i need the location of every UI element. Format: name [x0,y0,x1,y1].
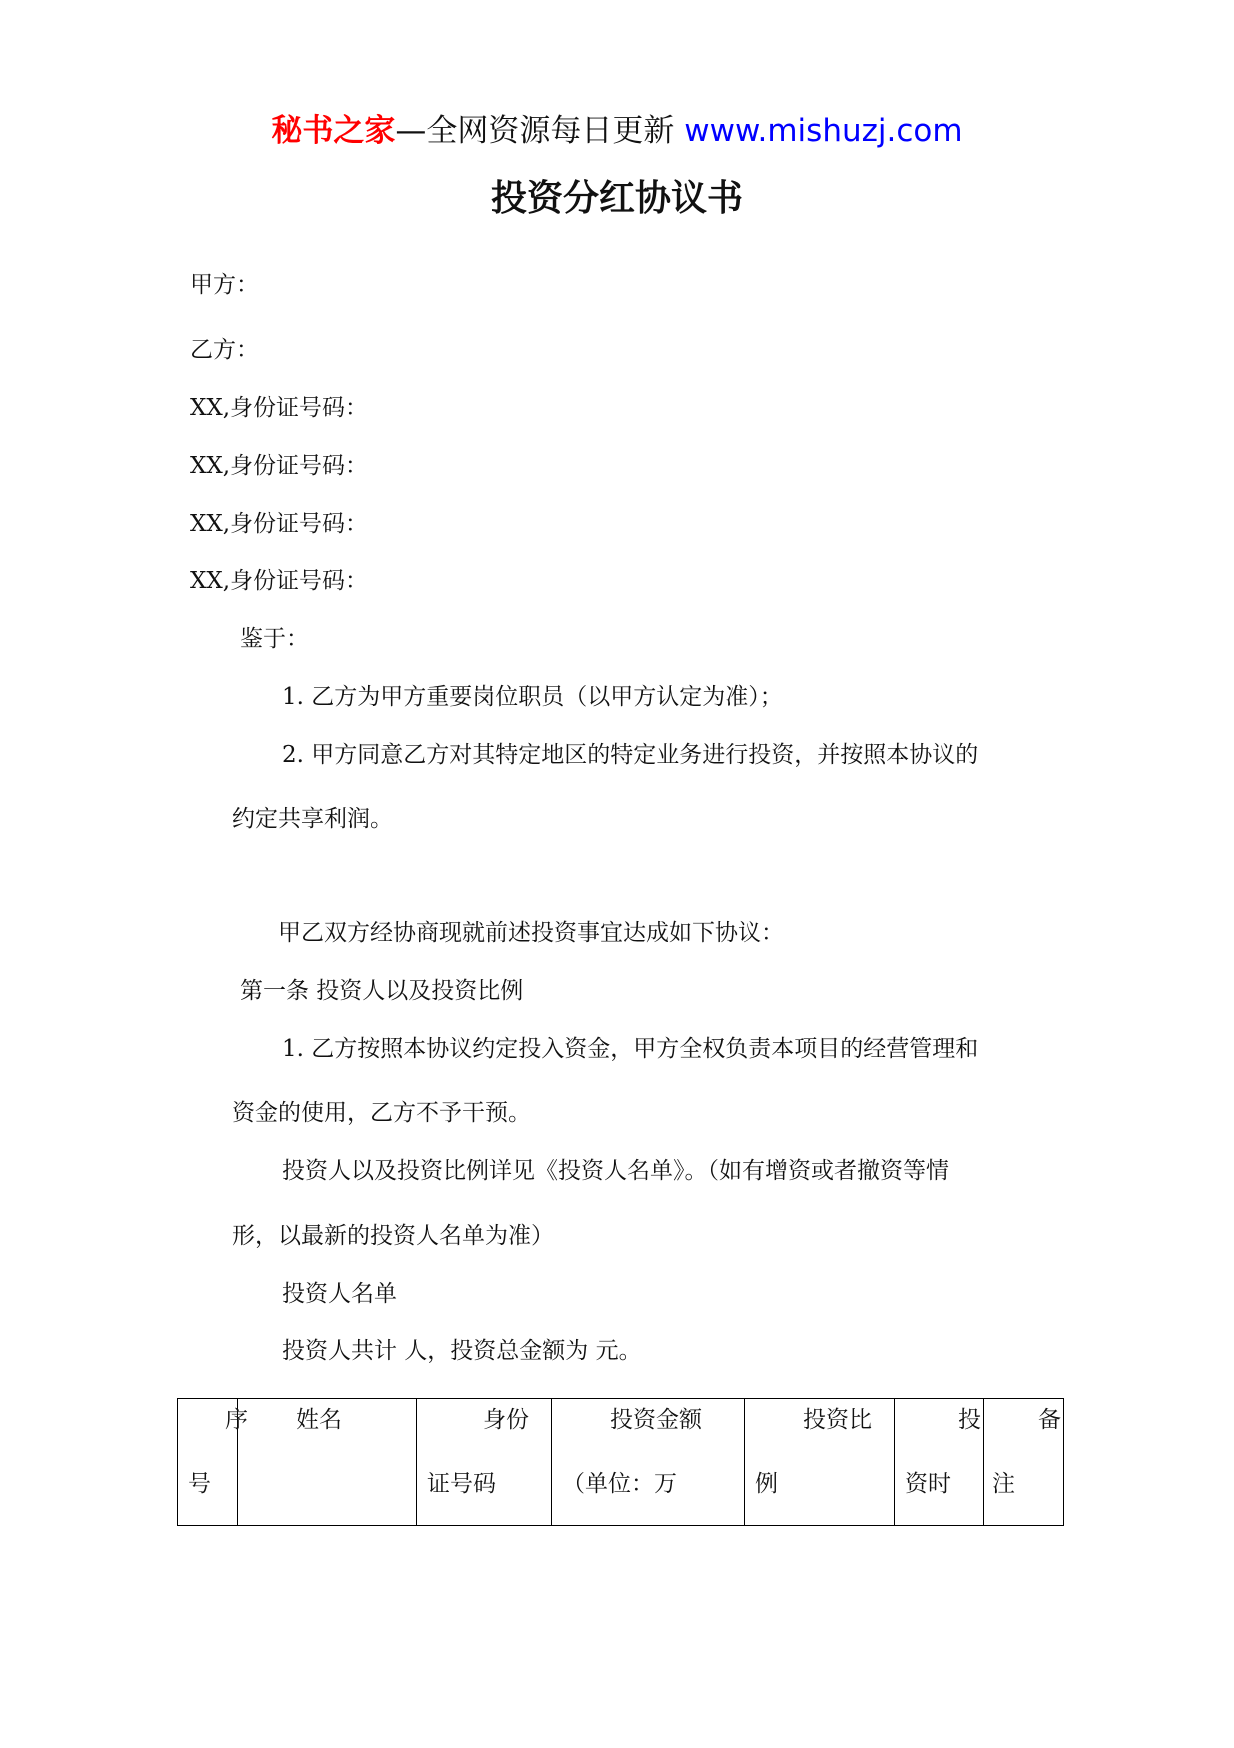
header-text: 例 [755,1471,778,1497]
banner-tagline: —全网资源每日更新 [395,113,685,149]
col-name [238,1399,417,1526]
col-notes [984,1399,1064,1526]
header-text: 注 [992,1471,1015,1497]
col-date [895,1399,984,1526]
header-text: 证号码 [427,1471,496,1497]
site-url[interactable]: www.mishuzj.com [684,113,963,149]
col-amount [552,1399,745,1526]
id-line: XX,身份证号码： [190,511,369,537]
investor-ratio-text: 投资人以及投资比例详见《投资人名单》。（如有增资或者撤资等情 [282,1158,949,1184]
header-text: 投资金额 [610,1407,702,1433]
investor-ratio-cont: 形，以最新的投资人名单为准） [232,1223,554,1249]
agreement-intro: 甲乙双方经协商现就前述投资事宜达成如下协议： [278,920,784,946]
header-text: 序 [225,1407,248,1433]
investor-table [177,1398,1064,1526]
header-text: 姓名 [296,1407,342,1433]
col-ratio [745,1399,895,1526]
site-banner [0,105,1234,150]
whereas-item-2-cont: 约定共享利润。 [232,806,393,832]
header-text: （单位：万 [562,1471,677,1497]
party-b: 乙方： [190,337,259,363]
col-id [417,1399,552,1526]
header-text: 投 [958,1407,981,1433]
investor-total: 投资人共计 人，投资总金额为 元。 [282,1338,642,1364]
investor-list-heading: 投资人名单 [282,1281,397,1307]
id-line: XX,身份证号码： [190,395,369,421]
document-title: 投资分红协议书 [490,178,743,219]
header-text: 号 [188,1471,211,1497]
brand-name: 秘书之家 [271,113,396,149]
col-index [178,1399,248,1526]
whereas-heading: 鉴于： [240,626,309,652]
header-text: 身份 [483,1407,529,1433]
article-1-item-1-cont: 资金的使用，乙方不予干预。 [232,1100,531,1126]
table-header-row [178,1399,1064,1526]
article-1-heading: 第一条 投资人以及投资比例 [240,978,524,1004]
header-text: 投资比 [803,1407,872,1433]
whereas-item-1: 1. 乙方为甲方重要岗位职员（以甲方认定为准）； [282,684,783,710]
header-text: 资时 [905,1471,951,1497]
id-line: XX,身份证号码： [190,568,369,594]
article-1-item-1: 1. 乙方按照本协议约定投入资金，甲方全权负责本项目的经营管理和 [282,1036,979,1062]
id-line: XX,身份证号码： [190,453,369,479]
whereas-item-2: 2. 甲方同意乙方对其特定地区的特定业务进行投资，并按照本协议的 [282,742,979,768]
header-text: 备 [1038,1407,1061,1433]
party-a: 甲方： [190,272,259,298]
